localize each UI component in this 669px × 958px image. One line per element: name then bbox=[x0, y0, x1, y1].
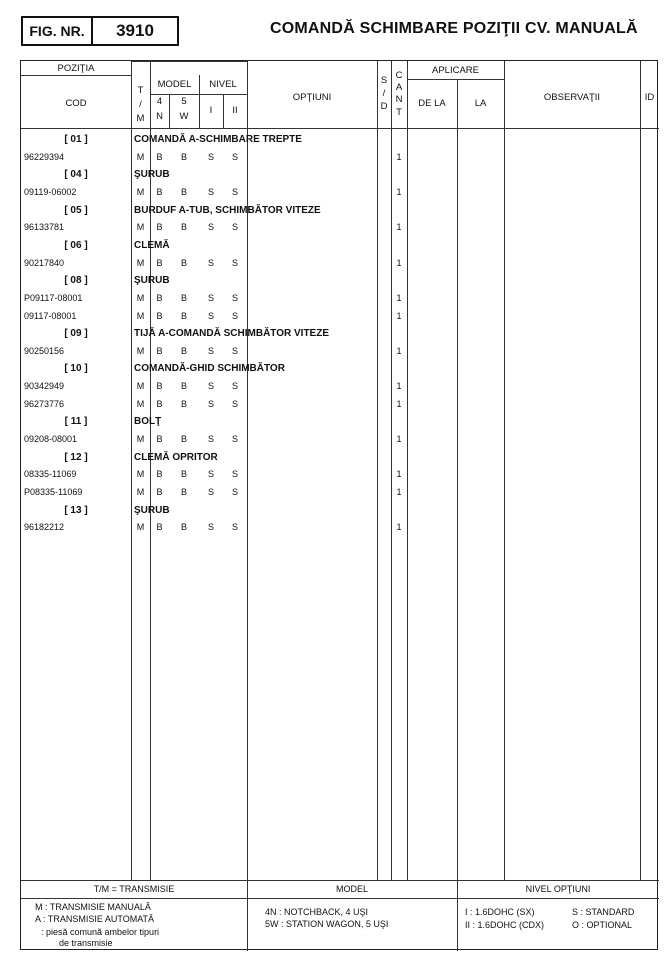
part-code: 09119-06002 bbox=[24, 186, 77, 197]
position-number: [ 11 ] bbox=[64, 416, 88, 428]
quantity-cell: 1 bbox=[396, 310, 402, 321]
model-4n-cell: B bbox=[156, 292, 163, 303]
quantity-cell: 1 bbox=[396, 186, 402, 197]
col-model-5: 5 bbox=[181, 96, 187, 107]
col-sd-d: D bbox=[380, 101, 388, 112]
model-4n-cell: B bbox=[156, 487, 163, 497]
nivel-i-cell: S bbox=[207, 151, 214, 162]
footer-tm-blank-2: de transmisie bbox=[59, 938, 113, 948]
nivel-i-cell: S bbox=[207, 381, 214, 392]
quantity-cell: 1 bbox=[396, 522, 402, 533]
model-5w-cell: B bbox=[180, 345, 187, 356]
col-observatii: OBSERVAŢII bbox=[543, 92, 601, 103]
transmission-cell: M bbox=[136, 398, 145, 409]
nivel-i-cell: S bbox=[207, 310, 214, 321]
nivel-ii-cell: S bbox=[231, 257, 238, 268]
footer-nivel-ii: II : 1.6DOHC (CDX) bbox=[465, 920, 545, 930]
parts-table bbox=[20, 60, 658, 950]
quantity-cell: 1 bbox=[396, 487, 402, 497]
part-code: 96133781 bbox=[24, 222, 65, 233]
model-5w-cell: B bbox=[180, 222, 187, 233]
col-pozitia: POZIŢIA bbox=[57, 63, 95, 74]
model-5w-cell: B bbox=[180, 398, 187, 409]
model-4n-cell: B bbox=[156, 310, 163, 321]
part-code: 08335-11069 bbox=[24, 469, 77, 480]
col-cod: COD bbox=[65, 98, 87, 109]
nivel-i-cell: S bbox=[207, 257, 214, 268]
part-description: BURDUF A-TUB, SCHIMBĂTOR VITEZE bbox=[134, 204, 321, 216]
model-5w-cell: B bbox=[180, 292, 187, 303]
transmission-cell: M bbox=[136, 487, 145, 497]
quantity-cell: 1 bbox=[396, 469, 402, 480]
quantity-cell: 1 bbox=[396, 292, 402, 303]
col-cant-c: C bbox=[395, 70, 403, 81]
nivel-ii-cell: S bbox=[231, 434, 238, 445]
col-cant-t: T bbox=[396, 107, 402, 118]
model-5w-cell: B bbox=[180, 257, 187, 268]
model-4n-cell: B bbox=[156, 186, 163, 197]
transmission-cell: M bbox=[136, 186, 145, 197]
model-4n-cell: B bbox=[156, 381, 163, 392]
model-4n-cell: B bbox=[156, 257, 163, 268]
transmission-cell: M bbox=[136, 292, 145, 303]
model-4n-cell: B bbox=[156, 222, 163, 233]
col-nivel: NIVEL bbox=[209, 79, 237, 90]
nivel-i-cell: S bbox=[207, 398, 214, 409]
footer-tm-m: M : TRANSMISIE MANUALĂ bbox=[35, 902, 151, 912]
col-de-la: DE LA bbox=[418, 98, 446, 109]
col-cant-n: N bbox=[395, 94, 403, 105]
part-code: 09208-08001 bbox=[24, 434, 78, 445]
col-sd-s: S bbox=[380, 75, 388, 86]
col-aplicare: APLICARE bbox=[432, 65, 479, 76]
model-5w-cell: B bbox=[180, 186, 187, 197]
nivel-ii-cell: S bbox=[231, 345, 238, 356]
nivel-ii-cell: S bbox=[231, 310, 238, 321]
nivel-ii-cell: S bbox=[231, 151, 238, 162]
footer-nivel-header: NIVEL OPŢIUNI bbox=[525, 884, 591, 894]
part-code: 90250156 bbox=[24, 345, 65, 356]
model-4n-cell: B bbox=[156, 522, 163, 533]
position-number: [ 09 ] bbox=[64, 328, 88, 340]
model-5w-cell: B bbox=[180, 381, 187, 392]
transmission-cell: M bbox=[136, 345, 145, 356]
position-number: [ 13 ] bbox=[64, 504, 88, 516]
model-5w-cell: B bbox=[180, 151, 187, 162]
nivel-ii-cell: S bbox=[231, 522, 238, 533]
part-description: COMANDĂ A-SCHIMBARE TREPTE bbox=[134, 134, 302, 145]
model-5w-cell: B bbox=[180, 469, 187, 480]
model-5w-cell: B bbox=[180, 434, 187, 445]
nivel-i-cell: S bbox=[207, 469, 214, 480]
nivel-ii-cell: S bbox=[231, 469, 238, 480]
footer-tm-blank-1: : piesă comună ambelor tipuri bbox=[41, 927, 160, 937]
footer-nivel-o: O : OPTIONAL bbox=[572, 920, 633, 930]
part-code: 09117-08001 bbox=[24, 310, 77, 321]
part-code: 90217840 bbox=[24, 257, 65, 268]
part-code: 90342949 bbox=[24, 381, 65, 392]
col-t-slash: / bbox=[139, 99, 142, 110]
part-code: P08335-11069 bbox=[24, 487, 83, 497]
col-model: MODEL bbox=[157, 79, 192, 90]
col-cant-a: A bbox=[395, 82, 403, 93]
part-description: TIJĂ A-COMANDĂ SCHIMBĂTOR VITEZE bbox=[134, 328, 329, 340]
position-number: [ 08 ] bbox=[64, 275, 88, 287]
position-number: [ 01 ] bbox=[64, 134, 88, 145]
footer-tm-header: T/M = TRANSMISIE bbox=[93, 884, 175, 894]
nivel-ii-cell: S bbox=[231, 381, 238, 392]
part-description: CLEMĂ OPRITOR bbox=[134, 451, 218, 463]
nivel-ii-cell: S bbox=[231, 487, 238, 497]
part-code: 96182212 bbox=[24, 522, 65, 533]
model-4n-cell: B bbox=[156, 434, 163, 445]
transmission-cell: M bbox=[136, 469, 145, 480]
part-code: 96229394 bbox=[24, 151, 65, 162]
quantity-cell: 1 bbox=[396, 222, 402, 233]
quantity-cell: 1 bbox=[396, 257, 402, 268]
transmission-cell: M bbox=[136, 522, 145, 533]
quantity-cell: 1 bbox=[396, 434, 402, 445]
footer-tm-a: A : TRANSMISIE AUTOMATĂ bbox=[35, 914, 155, 924]
transmission-cell: M bbox=[136, 257, 145, 268]
nivel-i-cell: S bbox=[207, 186, 214, 197]
nivel-ii-cell: S bbox=[231, 292, 238, 303]
nivel-i-cell: S bbox=[207, 522, 214, 533]
fig-number: 3910 bbox=[93, 16, 179, 46]
document-title: COMANDĂ SCHIMBARE POZIŢII CV. MANUALĂ bbox=[270, 20, 638, 37]
footer-model-header: MODEL bbox=[335, 884, 368, 894]
col-model-4: 4 bbox=[156, 96, 163, 107]
col-model-n: N bbox=[156, 111, 163, 122]
col-nivel-i: I bbox=[209, 105, 213, 116]
part-description: ŞURUB bbox=[134, 275, 170, 287]
model-4n-cell: B bbox=[156, 151, 163, 162]
nivel-ii-cell: S bbox=[231, 398, 238, 409]
nivel-i-cell: S bbox=[207, 292, 214, 303]
col-la: LA bbox=[474, 98, 487, 109]
model-5w-cell: B bbox=[180, 522, 187, 533]
model-5w-cell: B bbox=[180, 487, 187, 497]
fig-label: FIG. NR. bbox=[21, 16, 93, 46]
nivel-i-cell: S bbox=[207, 345, 214, 356]
part-code: 96273776 bbox=[24, 398, 65, 409]
transmission-cell: M bbox=[136, 151, 145, 162]
quantity-cell: 1 bbox=[396, 151, 402, 162]
model-4n-cell: B bbox=[156, 345, 163, 356]
col-nivel-ii: II bbox=[232, 105, 238, 116]
part-description: ŞURUB bbox=[134, 169, 170, 181]
part-description: CLEMĂ bbox=[134, 239, 170, 251]
nivel-i-cell: S bbox=[207, 434, 214, 445]
position-number: [ 10 ] bbox=[64, 363, 88, 375]
nivel-i-cell: S bbox=[207, 487, 214, 497]
position-number: [ 06 ] bbox=[64, 239, 88, 251]
nivel-ii-cell: S bbox=[231, 222, 238, 233]
col-t: T bbox=[137, 85, 144, 96]
part-code: P09117-08001 bbox=[24, 292, 83, 303]
col-model-w: W bbox=[179, 111, 189, 122]
position-number: [ 12 ] bbox=[64, 451, 88, 463]
quantity-cell: 1 bbox=[396, 381, 402, 392]
transmission-cell: M bbox=[136, 222, 145, 233]
model-4n-cell: B bbox=[156, 469, 163, 480]
col-id: ID bbox=[644, 92, 655, 103]
col-sd-slash: / bbox=[382, 88, 386, 99]
footer-nivel-i: I : 1.6DOHC (SX) bbox=[465, 907, 535, 917]
nivel-ii-cell: S bbox=[231, 186, 238, 197]
nivel-i-cell: S bbox=[207, 222, 214, 233]
quantity-cell: 1 bbox=[396, 345, 402, 356]
model-4n-cell: B bbox=[156, 398, 163, 409]
part-description: BOLŢ bbox=[134, 416, 162, 428]
part-description: ŞURUB bbox=[134, 504, 170, 516]
footer-model-5w: 5W : STATION WAGON, 5 UŞI bbox=[265, 919, 389, 929]
transmission-cell: M bbox=[136, 434, 145, 445]
footer-nivel-s: S : STANDARD bbox=[572, 907, 635, 917]
quantity-cell: 1 bbox=[396, 398, 402, 409]
col-m: M bbox=[136, 113, 145, 124]
part-description: COMANDĂ-GHID SCHIMBĂTOR bbox=[134, 363, 285, 375]
footer-model-4n: 4N : NOTCHBACK, 4 UŞI bbox=[265, 907, 369, 917]
col-optiuni: OPŢIUNI bbox=[292, 92, 332, 103]
position-number: [ 05 ] bbox=[64, 204, 88, 216]
position-number: [ 04 ] bbox=[64, 169, 88, 181]
model-5w-cell: B bbox=[180, 310, 187, 321]
transmission-cell: M bbox=[136, 381, 145, 392]
transmission-cell: M bbox=[136, 310, 145, 321]
